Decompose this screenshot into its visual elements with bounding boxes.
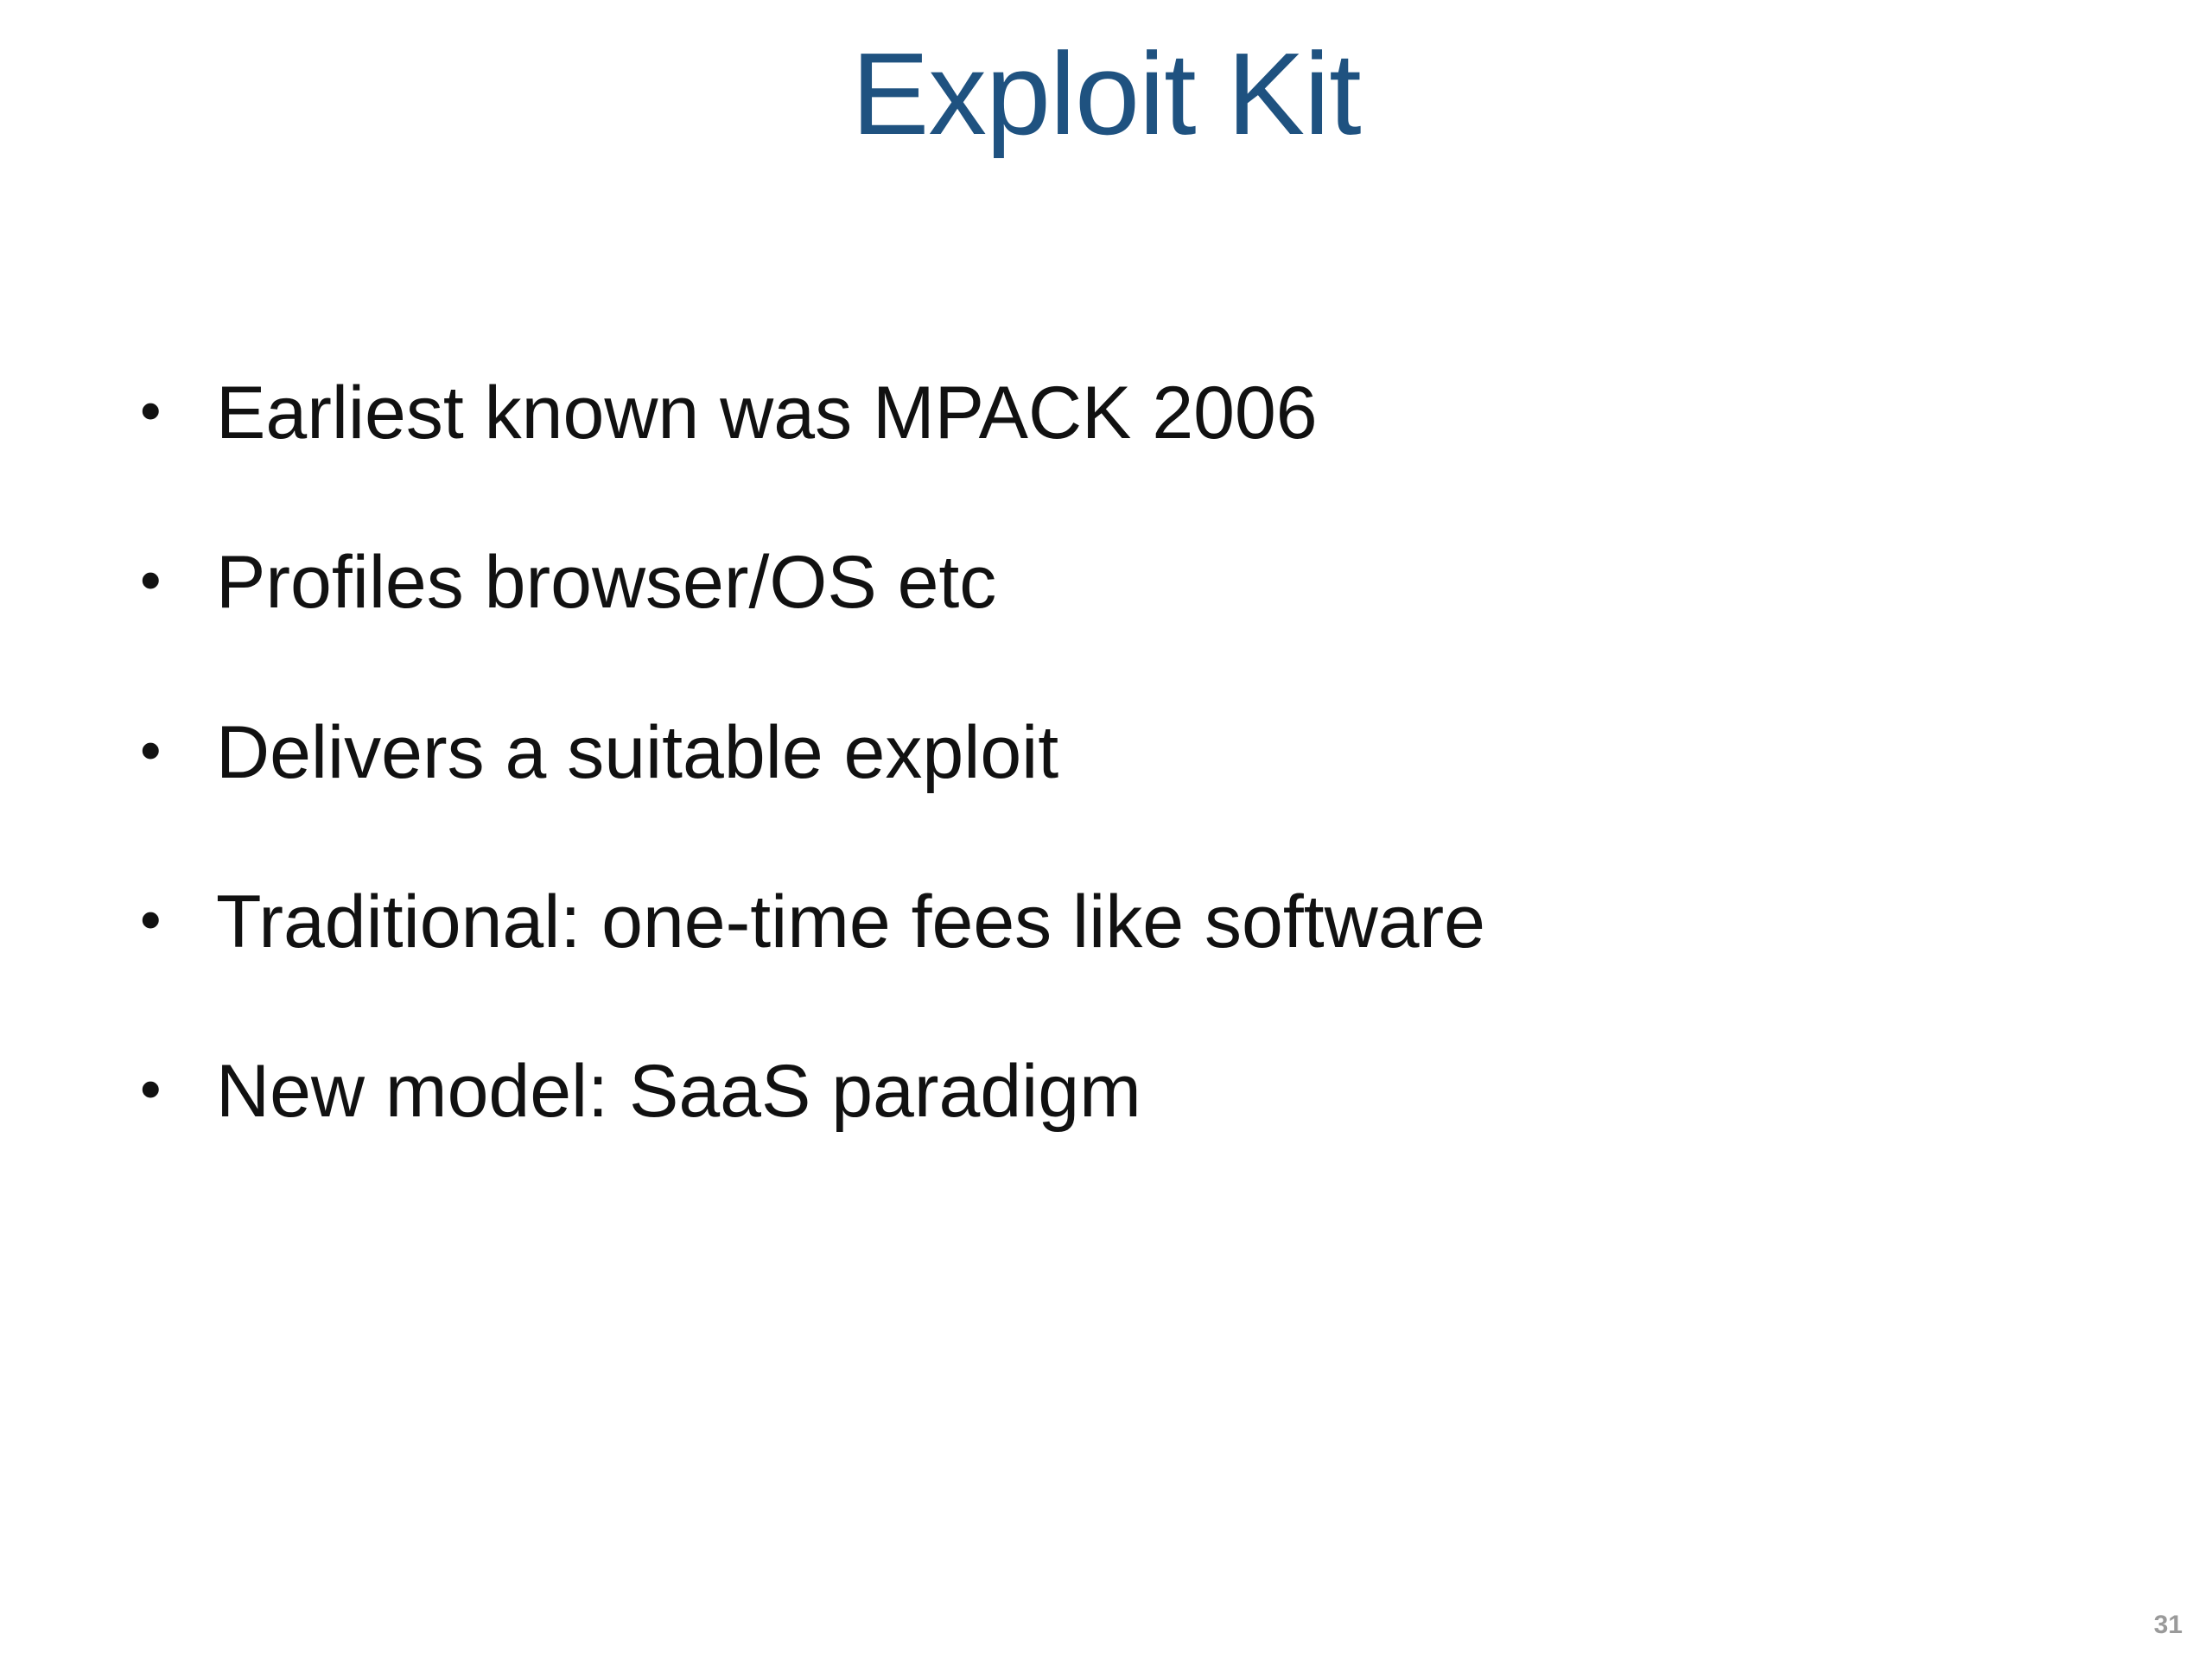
list-item [121,880,2091,963]
list-item-label: Earliest known was MPACK 2006 [216,372,1318,454]
list-item [121,711,2091,794]
page-number: 31 [2153,1611,2183,1639]
list-item [121,372,2091,454]
list-item [121,541,2091,624]
list-item-label: Traditional: one-time fees like software [216,880,1486,963]
bullet-list [121,372,2091,1134]
page-title: Exploit Kit [851,29,1361,159]
list-item [121,1050,2091,1133]
list-item-label: New model: SaaS paradigm [216,1050,1141,1134]
bullet-dot-icon: • [140,1055,162,1123]
bullet-dot-icon: • [140,715,162,784]
bullet-dot-icon: • [140,377,162,444]
bullet-dot-icon: • [140,546,162,614]
bullet-dot-icon: • [140,885,162,953]
list-item-label: Delivers a suitable exploit [216,710,1059,794]
list-item-label: Profiles browser/OS etc [216,541,997,625]
